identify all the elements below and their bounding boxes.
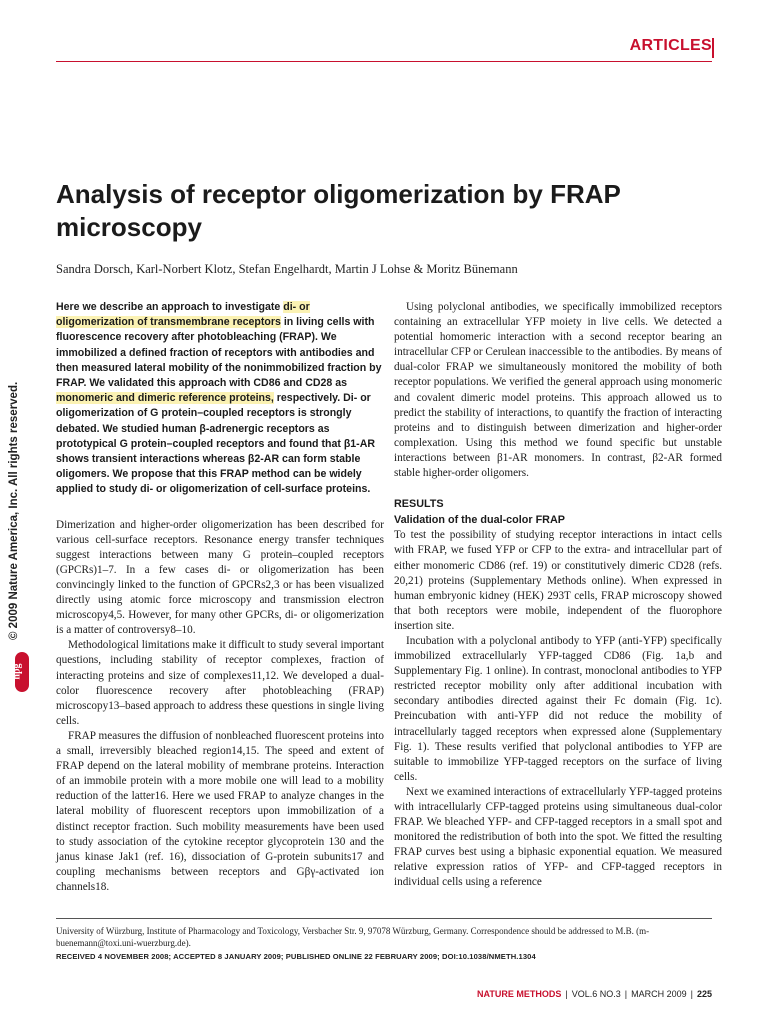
right-intro-text [394,300,722,481]
left-body-text [56,518,384,895]
article-title: Analysis of receptor oligomerization by FRAP microscopy [56,179,621,242]
publication-dates: RECEIVED 4 NOVEMBER 2008; ACCEPTED 8 JANUARY 2009; PUBLISHED ONLINE 22 FEBRUARY 2009; DOI:10.1038/NMETH.1304 [56,952,536,961]
header-rule [56,61,712,62]
abstract-highlight-1: di- or oligomerization of transmembrane receptors [56,301,310,329]
abstract-end: respectively. Di- or oligomerization of G protein–coupled receptors is strongly debated. We studied human β-adrenergic receptors as prototypical G protein–coupled receptors and found that β1-AR shows transient interactions whereas β2-AR can form stable oligomers. We propose that this FRAP method can be widely applied to study di- or oligomerization of cell-surface proteins. [56,392,376,496]
footer-rule [56,918,712,919]
results-subheading: Validation of the dual-color FRAP [394,514,565,527]
copyright-notice: © 2009 Nature America, Inc. All rights reserved. [8,381,20,640]
page-number: 225 [696,989,712,999]
right-body-text [394,528,722,890]
npg-logo [11,652,29,692]
issue-date: MARCH 2009 [631,989,687,999]
body-paragraph: FRAP measures the diffusion of nonbleached fluorescent proteins into a small, irreversibly bleached region14,15. The speed and extent of FRAP depend on the lateral mobility of membrane proteins. Interaction of an immobile protein with a more mobile one will lead to a mobility reduction of the latter16. Here we used FRAP to analyze changes in the lateral mobility of fluorescent receptors upon immobilization of a distinct receptor fraction. Such mobility measurements have been used to study association of the cytokine receptor glycoprotein 130 and the janus kinase Jak1 (ref. 16), dissociation of G-protein subunits17 and coupling mechanisms between receptors and Gβγ-activated ion channels18. [56,729,384,893]
body-paragraph: To test the possibility of studying receptor interactions in intact cells with FRAP, we fused YFP or CFP to the extra- and intracellular part of either monomeric CD86 (ref. 19) or constitutively dimeric CD28 (refs. 20,21) proteins (Supplementary Methods online). When expressed in human embryonic kidney (HEK) 293T cells, FRAP microscopy showed that both receptors were mobile, independent of the fluorophore insertion site. [394,529,722,632]
abstract [56,300,384,498]
body-paragraph: Using polyclonal antibodies, we specifically immobilized receptors containing an extracellular YFP moiety in live cells. We detected a potential homomeric interaction with a second receptor bearing an intracellular CFP or Cerulean inaccessible to the antibodies. By means of dual-color FRAP we simultaneously monitored the mobility of both receptor populations. We verified the general approach using monomeric and covalent dimeric model proteins. This approach allowed us to predict the stability of interactions, to quantify the fraction of interacting proteins and to distinguish between dimerization and higher-order complexation. Using this method we found specific but unstable interactions between β1-AR monomers. In contrast, β2-AR formed stable higher-order oligomers. [394,301,722,480]
volume-issue: VOL.6 NO.3 [571,989,621,999]
journal-name: NATURE METHODS [477,989,562,999]
results-heading: RESULTS [394,498,444,511]
author-list: Sandra Dorsch, Karl-Norbert Klotz, Stefan Engelhardt, Martin J Lohse & Moritz Bünemann [56,262,518,276]
abstract-intro: Here we describe an approach to investigate [56,301,284,313]
right-column [394,300,722,891]
body-paragraph: Dimerization and higher-order oligomerization has been described for various cell-surface receptors. Resonance energy transfer techniques suggest interactions between many G protein–coupled receptors (GPCRs)1–7. In a few cases di- or oligomerization has been convincingly linked to the function of GPCRs2,3 or has been visualized directly using atomic force microscopy and transmission electron microscopy4,5. However, for many other GPCRs, di- or oligomerization is a matter of controversy8–10. [56,518,384,637]
affiliation-note: University of Würzburg, Institute of Pharmacology and Toxicology, Versbacher Str. 9, 97078 Würzburg, Germany. Correspondence should be addressed to M.B. (m-buenemann@toxi.uni-wuerzburg.de). [56,926,650,948]
abstract-highlight-2: monomeric and dimeric reference proteins, [56,392,274,405]
body-paragraph: Next we examined interactions of extracellularly YFP-tagged proteins with intracellularly CFP-tagged proteins using simultaneous dual-color FRAP. We bleached YFP- and CFP-tagged receptors in a small spot and monitored the redistribution of both into the spot. We fitted the resulting FRAP curves best using a biphasic exponential equation. We measured relative expression ratios of YFP- and CFP-tagged receptors in individual cells using a reference [394,785,722,889]
section-bar [712,38,714,58]
npg-logo-text: npg [11,663,23,680]
abstract-middle: in living cells with fluorescence recovery after photobleaching (FRAP). We immobilized a defined fraction of receptors with antibodies and then measured lateral mobility of the nonimmobilized fraction by FRAP. We validated this approach with CD86 and CD28 as [56,316,382,390]
section-label: ARTICLES [629,37,712,54]
body-paragraph: Methodological limitations make it difficult to study several important questions, including stability of receptor complexes, fraction of interacting proteins and size of complexes11,12. We developed a dual-color fluorescence recovery after photobleaching (FRAP) microscopy13–based approach to address these questions in single living cells. [56,639,384,727]
page-footer: NATURE METHODS | VOL.6 NO.3 | MARCH 2009 | 225 [477,989,712,999]
body-paragraph: Incubation with a polyclonal antibody to YFP (anti-YFP) specifically immobilized extracellularly YFP-tagged CD86 (Fig. 1a,b and Supplementary Fig. 1 online). In contrast, monoclonal antibodies to YFP restricted receptor mobility only after additional incubation with secondary antibodies directed against their Fc domain (Fig. 1c). Preincubation with anti-YFP did not reduce the mobility of intracellularly tagged receptors when expressed alone (Supplementary Fig. 1). These results verified that polyclonal antibodies to YFP are suitable to immobilize YFP-tagged receptors on the surface of living cells. [394,634,722,783]
left-column [56,300,384,895]
